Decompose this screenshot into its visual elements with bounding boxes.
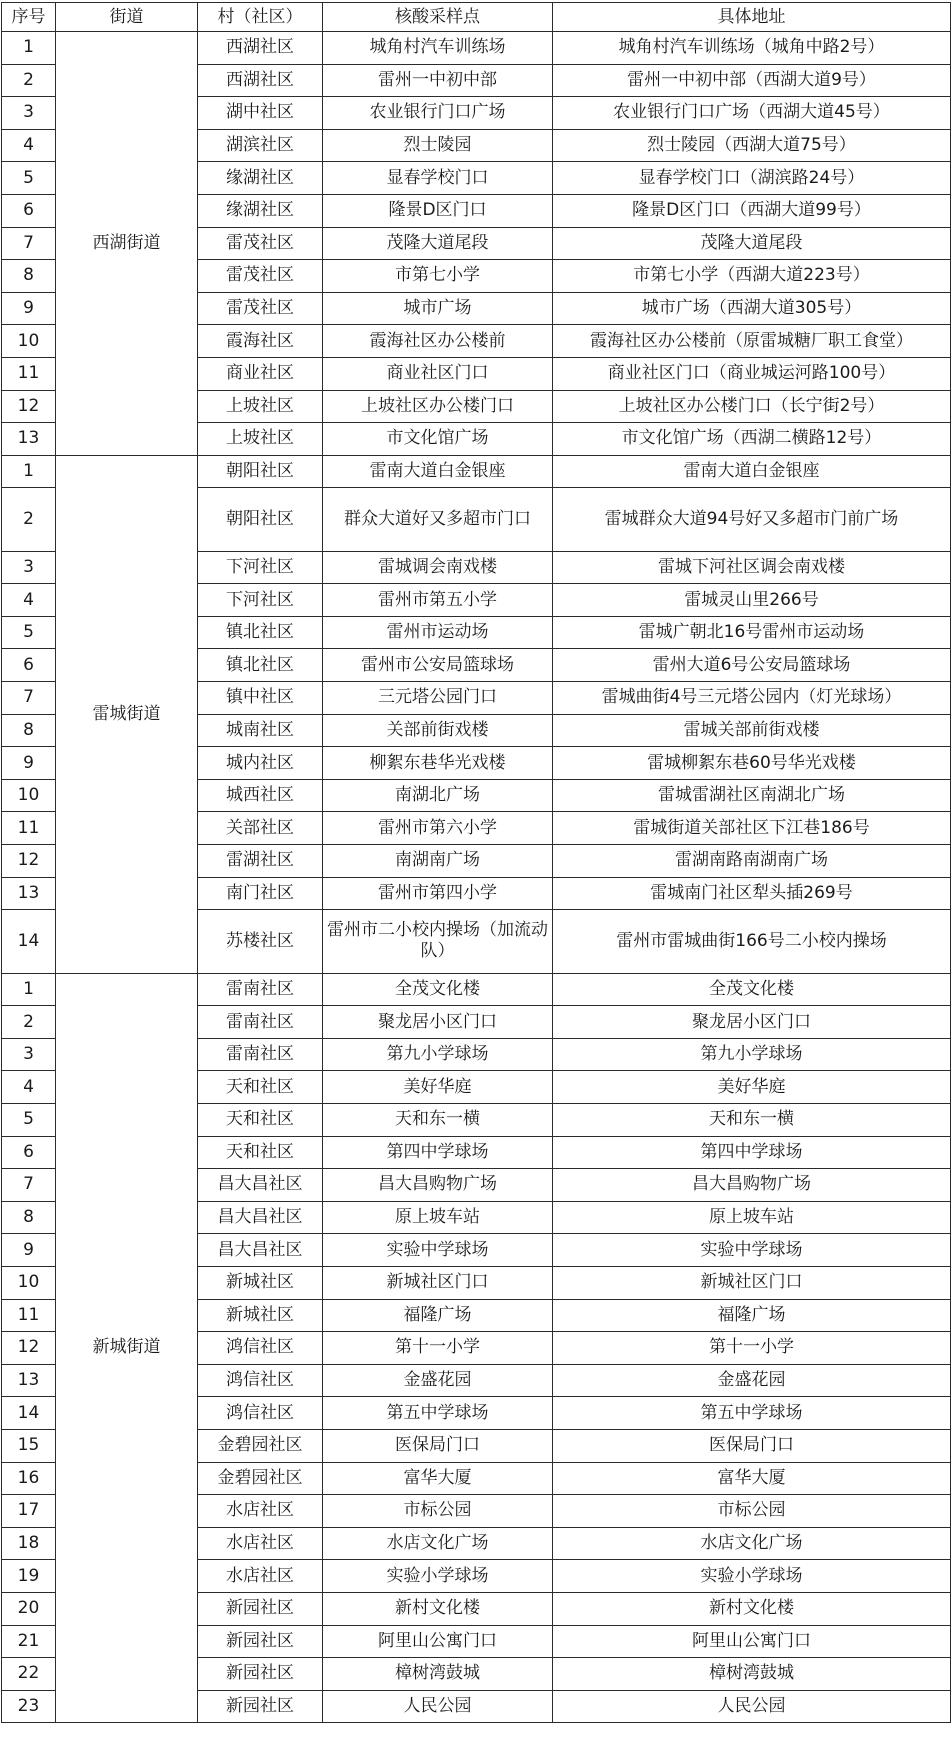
sampling-site-cell: 南湖南广场 [323,845,553,878]
address-cell: 第四中学球场 [553,1136,951,1169]
header-street: 街道 [56,3,198,32]
address-cell: 雷城曲街4号三元塔公园内（灯光球场） [553,682,951,715]
address-cell: 雷城下河社区调会南戏楼 [553,551,951,584]
sampling-site-cell: 显春学校门口 [323,162,553,195]
community-cell: 鸿信社区 [198,1332,323,1365]
sampling-site-cell: 关部前街戏楼 [323,714,553,747]
row-index-cell: 13 [2,1364,56,1397]
row-index-cell: 6 [2,194,56,227]
row-index-cell: 13 [2,877,56,910]
address-cell: 雷城灵山里266号 [553,584,951,617]
address-cell: 隆景D区门口（西湖大道99号） [553,194,951,227]
row-index-cell: 1 [2,32,56,65]
address-cell: 聚龙居小区门口 [553,1006,951,1039]
community-cell: 雷茂社区 [198,260,323,293]
community-cell: 镇北社区 [198,616,323,649]
row-index-cell: 2 [2,64,56,97]
community-cell: 新园社区 [198,1592,323,1625]
row-index-cell: 5 [2,616,56,649]
community-cell: 金碧园社区 [198,1462,323,1495]
row-index-cell: 19 [2,1560,56,1593]
sampling-site-cell: 隆景D区门口 [323,194,553,227]
community-cell: 朝阳社区 [198,488,323,551]
sampling-site-cell: 天和东一横 [323,1104,553,1137]
community-cell: 新园社区 [198,1625,323,1658]
sampling-site-cell: 群众大道好又多超市门口 [323,488,553,551]
address-cell: 第五中学球场 [553,1397,951,1430]
community-cell: 雷湖社区 [198,845,323,878]
address-cell: 城市广场（西湖大道305号） [553,292,951,325]
community-cell: 天和社区 [198,1104,323,1137]
address-cell: 烈士陵园（西湖大道75号） [553,129,951,162]
address-cell: 雷州市雷城曲街166号二小校内操场 [553,910,951,973]
header-address: 具体地址 [553,3,951,32]
community-cell: 鸿信社区 [198,1397,323,1430]
community-cell: 城内社区 [198,747,323,780]
community-cell: 天和社区 [198,1136,323,1169]
community-cell: 下河社区 [198,584,323,617]
address-cell: 农业银行门口广场（西湖大道45号） [553,97,951,130]
row-index-cell: 9 [2,292,56,325]
address-cell: 雷湖南路南湖南广场 [553,845,951,878]
row-index-cell: 4 [2,129,56,162]
sampling-site-cell: 水店文化广场 [323,1527,553,1560]
sampling-site-cell: 第九小学球场 [323,1038,553,1071]
community-cell: 水店社区 [198,1560,323,1593]
address-cell: 茂隆大道尾段 [553,227,951,260]
sampling-site-cell: 樟树湾鼓城 [323,1658,553,1691]
community-cell: 昌大昌社区 [198,1234,323,1267]
row-index-cell: 12 [2,390,56,423]
sampling-site-cell: 原上坡车站 [323,1201,553,1234]
sampling-site-cell: 新村文化楼 [323,1592,553,1625]
address-cell: 人民公园 [553,1690,951,1723]
row-index-cell: 10 [2,325,56,358]
community-cell: 商业社区 [198,357,323,390]
row-index-cell: 5 [2,1104,56,1137]
community-cell: 湖滨社区 [198,129,323,162]
sampling-site-cell: 城角村汽车训练场 [323,32,553,65]
sampling-site-cell: 市文化馆广场 [323,423,553,456]
sampling-site-cell: 雷州市公安局篮球场 [323,649,553,682]
row-index-cell: 12 [2,1332,56,1365]
community-cell: 城西社区 [198,779,323,812]
sampling-site-cell: 雷州一中初中部 [323,64,553,97]
row-index-cell: 16 [2,1462,56,1495]
row-index-cell: 1 [2,973,56,1006]
address-cell: 第十一小学 [553,1332,951,1365]
sampling-site-cell: 市第七小学 [323,260,553,293]
sampling-site-cell: 农业银行门口广场 [323,97,553,130]
sampling-site-cell: 实验中学球场 [323,1234,553,1267]
row-index-cell: 4 [2,1071,56,1104]
community-cell: 上坡社区 [198,390,323,423]
sampling-site-cell: 南湖北广场 [323,779,553,812]
sampling-site-cell: 富华大厦 [323,1462,553,1495]
community-cell: 西湖社区 [198,64,323,97]
row-index-cell: 11 [2,1299,56,1332]
header-index: 序号 [2,3,56,32]
address-cell: 医保局门口 [553,1429,951,1462]
row-index-cell: 3 [2,97,56,130]
address-cell: 市文化馆广场（西湖二横路12号） [553,423,951,456]
sampling-site-cell: 霞海社区办公楼前 [323,325,553,358]
sampling-site-cell: 城市广场 [323,292,553,325]
sampling-site-cell: 全茂文化楼 [323,973,553,1006]
sampling-site-cell: 雷城调会南戏楼 [323,551,553,584]
community-cell: 鸿信社区 [198,1364,323,1397]
address-cell: 商业社区门口（商业城运河路100号） [553,357,951,390]
sampling-site-cell: 福隆广场 [323,1299,553,1332]
community-cell: 水店社区 [198,1495,323,1528]
sampling-site-cell: 第四中学球场 [323,1136,553,1169]
community-cell: 镇北社区 [198,649,323,682]
sampling-site-cell: 雷州市第六小学 [323,812,553,845]
community-cell: 雷茂社区 [198,227,323,260]
address-cell: 市第七小学（西湖大道223号） [553,260,951,293]
address-cell: 樟树湾鼓城 [553,1658,951,1691]
sampling-site-cell: 三元塔公园门口 [323,682,553,715]
table-row [2,455,951,488]
sampling-sites-table [1,2,951,1723]
community-cell: 朝阳社区 [198,455,323,488]
address-cell: 实验小学球场 [553,1560,951,1593]
row-index-cell: 10 [2,1266,56,1299]
community-cell: 南门社区 [198,877,323,910]
community-cell: 镇中社区 [198,682,323,715]
community-cell: 天和社区 [198,1071,323,1104]
row-index-cell: 1 [2,455,56,488]
table-body [2,32,951,1723]
address-cell: 福隆广场 [553,1299,951,1332]
address-cell: 雷城群众大道94号好又多超市门前广场 [553,488,951,551]
community-cell: 湖中社区 [198,97,323,130]
sampling-site-cell: 雷州市运动场 [323,616,553,649]
row-index-cell: 5 [2,162,56,195]
community-cell: 西湖社区 [198,32,323,65]
address-cell: 雷州大道6号公安局篮球场 [553,649,951,682]
address-cell: 霞海社区办公楼前（原雷城糖厂职工食堂） [553,325,951,358]
header-community: 村（社区） [198,3,323,32]
row-index-cell: 18 [2,1527,56,1560]
community-cell: 雷南社区 [198,1038,323,1071]
row-index-cell: 6 [2,649,56,682]
address-cell: 显春学校门口（湖滨路24号） [553,162,951,195]
row-index-cell: 13 [2,423,56,456]
street-cell: 西湖街道 [56,32,198,456]
address-cell: 雷城关部前街戏楼 [553,714,951,747]
row-index-cell: 7 [2,1169,56,1202]
row-index-cell: 11 [2,812,56,845]
community-cell: 下河社区 [198,551,323,584]
community-cell: 新城社区 [198,1299,323,1332]
sampling-site-cell: 阿里山公寓门口 [323,1625,553,1658]
row-index-cell: 17 [2,1495,56,1528]
table-row [2,973,951,1006]
address-cell: 水店文化广场 [553,1527,951,1560]
community-cell: 关部社区 [198,812,323,845]
row-index-cell: 15 [2,1429,56,1462]
row-index-cell: 6 [2,1136,56,1169]
table-row [2,32,951,65]
sampling-site-cell: 商业社区门口 [323,357,553,390]
row-index-cell: 3 [2,551,56,584]
community-cell: 上坡社区 [198,423,323,456]
row-index-cell: 11 [2,357,56,390]
address-cell: 第九小学球场 [553,1038,951,1071]
row-index-cell: 9 [2,747,56,780]
sampling-site-cell: 聚龙居小区门口 [323,1006,553,1039]
address-cell: 雷州一中初中部（西湖大道9号） [553,64,951,97]
address-cell: 全茂文化楼 [553,973,951,1006]
sampling-site-cell: 雷州市二小校内操场（加流动队） [323,910,553,973]
row-index-cell: 4 [2,584,56,617]
address-cell: 新村文化楼 [553,1592,951,1625]
community-cell: 苏楼社区 [198,910,323,973]
community-cell: 缘湖社区 [198,194,323,227]
row-index-cell: 21 [2,1625,56,1658]
community-cell: 雷南社区 [198,1006,323,1039]
address-cell: 雷南大道白金银座 [553,455,951,488]
sampling-site-cell: 第十一小学 [323,1332,553,1365]
row-index-cell: 7 [2,227,56,260]
address-cell: 雷城雷湖社区南湖北广场 [553,779,951,812]
community-cell: 新城社区 [198,1266,323,1299]
address-cell: 市标公园 [553,1495,951,1528]
sampling-site-cell: 美好华庭 [323,1071,553,1104]
sampling-site-cell: 雷南大道白金银座 [323,455,553,488]
sampling-site-cell: 上坡社区办公楼门口 [323,390,553,423]
community-cell: 霞海社区 [198,325,323,358]
row-index-cell: 2 [2,1006,56,1039]
address-cell: 金盛花园 [553,1364,951,1397]
community-cell: 缘湖社区 [198,162,323,195]
sampling-site-cell: 昌大昌购物广场 [323,1169,553,1202]
community-cell: 水店社区 [198,1527,323,1560]
row-index-cell: 8 [2,260,56,293]
row-index-cell: 22 [2,1658,56,1691]
row-index-cell: 9 [2,1234,56,1267]
sampling-site-cell: 雷州市第五小学 [323,584,553,617]
address-cell: 昌大昌购物广场 [553,1169,951,1202]
community-cell: 昌大昌社区 [198,1201,323,1234]
row-index-cell: 3 [2,1038,56,1071]
community-cell: 城南社区 [198,714,323,747]
row-index-cell: 10 [2,779,56,812]
header-sampling-site: 核酸采样点 [323,3,553,32]
community-cell: 新园社区 [198,1690,323,1723]
address-cell: 美好华庭 [553,1071,951,1104]
sampling-site-cell: 人民公园 [323,1690,553,1723]
sampling-site-cell: 茂隆大道尾段 [323,227,553,260]
address-cell: 雷城南门社区犁头插269号 [553,877,951,910]
row-index-cell: 12 [2,845,56,878]
address-cell: 实验中学球场 [553,1234,951,1267]
community-cell: 雷南社区 [198,973,323,1006]
row-index-cell: 20 [2,1592,56,1625]
address-cell: 城角村汽车训练场（城角中路2号） [553,32,951,65]
sampling-site-cell: 市标公园 [323,1495,553,1528]
sampling-site-cell: 金盛花园 [323,1364,553,1397]
address-cell: 阿里山公寓门口 [553,1625,951,1658]
header-row [2,3,951,32]
sampling-site-cell: 柳絮东巷华光戏楼 [323,747,553,780]
community-cell: 昌大昌社区 [198,1169,323,1202]
community-cell: 新园社区 [198,1658,323,1691]
address-cell: 新城社区门口 [553,1266,951,1299]
sampling-site-cell: 第五中学球场 [323,1397,553,1430]
address-cell: 雷城柳絮东巷60号华光戏楼 [553,747,951,780]
community-cell: 雷茂社区 [198,292,323,325]
community-cell: 金碧园社区 [198,1429,323,1462]
address-cell: 天和东一横 [553,1104,951,1137]
address-cell: 原上坡车站 [553,1201,951,1234]
address-cell: 雷城街道关部社区下江巷186号 [553,812,951,845]
row-index-cell: 8 [2,714,56,747]
sampling-site-cell: 医保局门口 [323,1429,553,1462]
row-index-cell: 8 [2,1201,56,1234]
row-index-cell: 23 [2,1690,56,1723]
sampling-site-cell: 新城社区门口 [323,1266,553,1299]
address-cell: 雷城广朝北16号雷州市运动场 [553,616,951,649]
sampling-site-cell: 雷州市第四小学 [323,877,553,910]
row-index-cell: 7 [2,682,56,715]
row-index-cell: 14 [2,1397,56,1430]
row-index-cell: 14 [2,910,56,973]
street-cell: 雷城街道 [56,455,198,973]
row-index-cell: 2 [2,488,56,551]
sampling-site-cell: 实验小学球场 [323,1560,553,1593]
address-cell: 上坡社区办公楼门口（长宁街2号） [553,390,951,423]
address-cell: 富华大厦 [553,1462,951,1495]
street-cell: 新城街道 [56,973,198,1723]
sampling-site-cell: 烈士陵园 [323,129,553,162]
